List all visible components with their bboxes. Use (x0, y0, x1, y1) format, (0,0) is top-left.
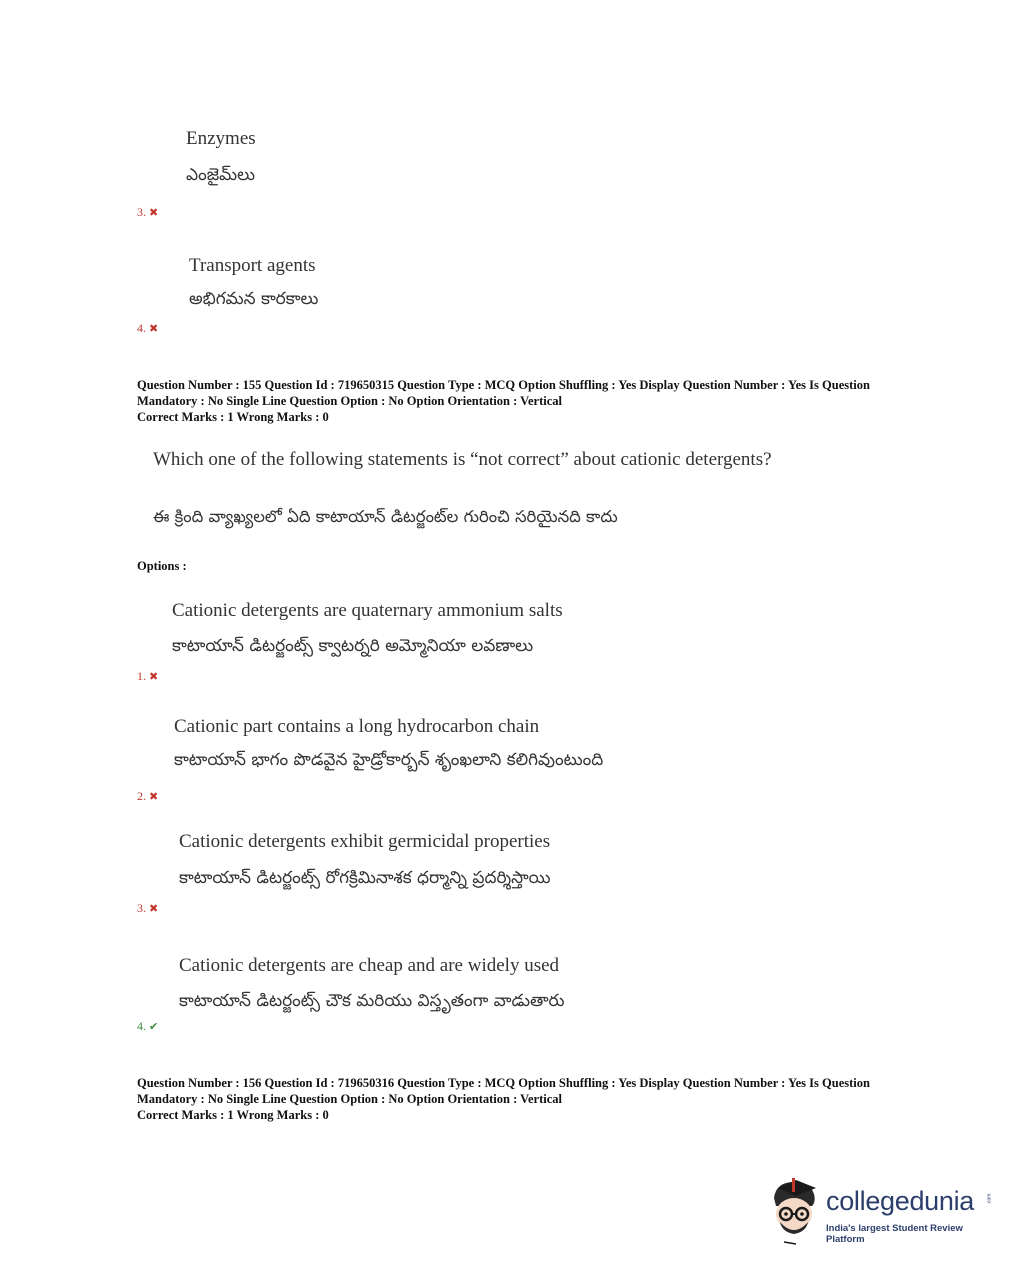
wrong-mark-icon: ✖ (149, 670, 159, 683)
option-text-en: Cationic part contains a long hydrocarbon chain (174, 716, 540, 737)
question-marks-line: Correct Marks : 1 Wrong Marks : 0 (137, 1108, 329, 1122)
wrong-mark-icon: ✖ (149, 322, 159, 335)
option-text-te: కాటాయాన్ డిటర్జంట్స్ చౌక మరియు విస్తృతంగా వాడుతారు (179, 991, 565, 1011)
question-meta (137, 1075, 870, 1123)
option-text-en: Cationic detergents exhibit germicidal properties (179, 831, 551, 852)
wrong-mark-icon: ✖ (149, 790, 159, 803)
question-marks-line: Correct Marks : 1 Wrong Marks : 0 (137, 410, 329, 424)
question-meta-line: Question Number : 155 Question Id : 719650315 Question Type : MCQ Option Shuffling : Yes Display Question Number : Yes Is Question (137, 378, 870, 392)
option-number-label: 4. (137, 321, 146, 335)
wrong-mark-icon: ✖ (149, 206, 159, 219)
option-number (137, 669, 158, 684)
logo-domain-suffix: .com (986, 1193, 993, 1205)
question-text-en: Which one of the following statements is “not correct” about cationic detergents? (153, 449, 772, 470)
question-meta (137, 377, 870, 425)
question-text-te: ఈ క్రింది వ్యాఖ్యలలో ఏది కాటాయాన్ డిటర్జంట్‌ల గురించి సరియైనది కాదు (153, 507, 618, 526)
option-number-label: 1. (137, 669, 146, 683)
wrong-mark-icon: ✖ (149, 902, 159, 915)
option-number-label: 4. (137, 1019, 146, 1033)
option-text-te: కాటాయాన్ డిటర్జంట్స్ క్వాటర్నరి అమ్మోనియా లవణాలు (172, 636, 534, 656)
option-text-en: Cationic detergents are cheap and are widely used (179, 955, 560, 976)
option-number-label: 3. (137, 901, 146, 915)
student-mascot-icon (766, 1176, 824, 1246)
option-text-te: కాటాయాన్ భాగం పొడవైన హైడ్రోకార్బన్ శృంఖలాని కలిగివుంటుంది (174, 750, 604, 770)
option-text-te: ఎంజైమ్‌లు (186, 165, 256, 185)
logo-tagline: India's largest Student Review Platform (826, 1223, 963, 1245)
option-text-en: Cationic detergents are quaternary ammonium salts (172, 600, 563, 621)
option-text-te: కాటాయాన్ డిటర్జంట్స్ రోగక్రిమినాశక ధర్మాన్ని ప్రదర్శిస్తాయి (179, 868, 551, 888)
option-text-en: Transport agents (189, 255, 316, 276)
option-number (137, 1019, 158, 1034)
option-number-label: 3. (137, 205, 146, 219)
option-text-te: అభిగమన కారకాలు (189, 289, 319, 309)
question-meta-line: Question Number : 156 Question Id : 719650316 Question Type : MCQ Option Shuffling : Yes Display Question Number : Yes Is Question (137, 1076, 870, 1090)
option-number (137, 321, 158, 336)
option-number (137, 789, 158, 804)
logo-wordmark: collegedunia (826, 1186, 975, 1216)
option-text-en: Enzymes (186, 128, 256, 149)
options-label: Options : (137, 559, 187, 573)
option-number-label: 2. (137, 789, 146, 803)
question-meta-line: Mandatory : No Single Line Question Option : No Option Orientation : Vertical (137, 1092, 563, 1106)
correct-mark-icon: ✔ (149, 1020, 159, 1033)
option-number (137, 901, 158, 916)
collegedunia-logo (766, 1176, 996, 1246)
question-meta-line: Mandatory : No Single Line Question Option : No Option Orientation : Vertical (137, 394, 563, 408)
option-number (137, 205, 158, 220)
